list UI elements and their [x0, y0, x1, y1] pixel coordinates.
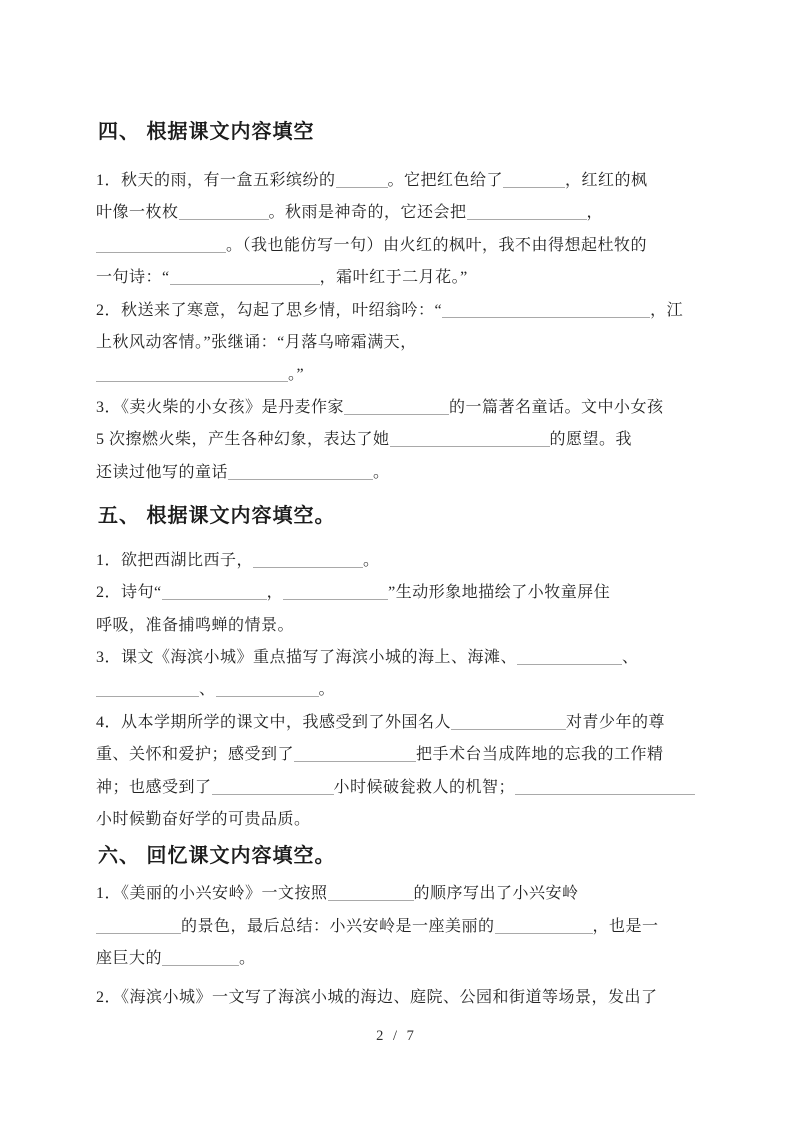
answer-blank	[336, 172, 388, 188]
answer-blank	[517, 649, 622, 665]
text-segment: 1．《美丽的小兴安岭》一文按照	[96, 885, 328, 903]
text-segment: 2．诗句“	[96, 584, 162, 602]
text-line	[96, 262, 697, 294]
question-item	[96, 982, 697, 1014]
text-segment: 。	[363, 551, 380, 569]
text-line	[96, 165, 697, 197]
worksheet-section	[96, 504, 697, 837]
text-line	[96, 359, 697, 391]
text-line	[96, 674, 697, 706]
text-segment: ，	[586, 204, 604, 222]
answer-blank	[344, 399, 449, 415]
question-item	[96, 878, 697, 975]
text-line	[96, 911, 697, 943]
text-segment: 呼吸，准备捕鸣蝉的情景。	[96, 616, 295, 634]
answer-blank	[96, 237, 226, 253]
answer-blank	[212, 779, 334, 795]
text-segment: 3．《卖火柴的小女孩》是丹麦作家	[96, 398, 345, 416]
text-segment: 神；也感受到了	[96, 778, 212, 796]
answer-blank	[328, 885, 414, 901]
text-segment: ，江	[650, 301, 684, 319]
section-heading: 六、 回忆课文内容填空。	[98, 845, 336, 868]
answer-blank	[503, 172, 565, 188]
answer-blank	[96, 918, 181, 934]
answer-blank	[442, 302, 650, 318]
text-segment: 的景色，最后总结：小兴安岭是一座美丽的	[181, 917, 495, 935]
text-segment: 。	[239, 950, 256, 968]
text-segment: 。（我也能仿写一句）由火红的枫叶，我不由得想起杜牧的	[226, 236, 648, 254]
answer-blank	[283, 584, 388, 600]
text-segment: 3．课文《海滨小城》重点描写了海滨小城的海上、海滩、	[96, 649, 518, 667]
section-heading: 四、 根据课文内容填空	[98, 121, 315, 143]
worksheet-section	[96, 844, 697, 1014]
question-item	[96, 642, 697, 707]
text-segment: 1．欲把西湖比西子，	[96, 551, 254, 569]
text-segment: 对青少年的尊	[566, 713, 666, 731]
text-segment: 2．秋送来了寒意，勾起了思乡情，叶绍翁吟：“	[96, 301, 443, 319]
answer-blank	[228, 464, 373, 480]
question-item	[96, 707, 697, 837]
text-line	[96, 982, 697, 1014]
answer-blank	[294, 746, 416, 762]
text-segment: ，霜叶红于二月花。”	[319, 269, 468, 287]
text-line	[96, 545, 697, 577]
text-line	[96, 642, 697, 674]
question-item	[96, 545, 697, 577]
text-segment: 座巨大的	[96, 950, 163, 968]
answer-blank	[162, 584, 267, 600]
text-segment: 重、关怀和爱护；感受到了	[96, 746, 295, 764]
text-segment: 。	[318, 681, 336, 699]
text-segment: 。秋雨是神奇的，它还会把	[268, 204, 467, 222]
question-item	[96, 392, 697, 489]
text-segment: 的顺序写出了小兴安岭	[413, 885, 579, 903]
text-line	[96, 424, 697, 456]
worksheet-section	[96, 120, 697, 489]
text-segment: 的一篇著名童话。文中小女孩	[449, 398, 664, 416]
answer-blank	[390, 431, 550, 447]
text-segment: 还读过他写的童话	[96, 463, 229, 481]
text-line	[96, 943, 697, 975]
text-line	[96, 392, 697, 424]
text-line	[96, 772, 697, 804]
text-segment: 的愿望。我	[549, 431, 633, 449]
text-line	[96, 739, 697, 771]
worksheet-body	[96, 120, 697, 1014]
answer-blank	[515, 779, 695, 795]
answer-blank	[96, 681, 199, 697]
text-line	[96, 230, 697, 262]
answer-blank	[216, 681, 319, 697]
text-segment: 、	[622, 649, 639, 667]
text-line	[96, 197, 697, 229]
text-segment: 2．《海滨小城》一文写了海滨小城的海边、庭院、公园和街道等场景，发出了	[96, 988, 658, 1006]
answer-blank	[451, 714, 566, 730]
text-segment: 4．从本学期所学的课文中，我感受到了外国名人	[96, 713, 452, 731]
answer-blank	[179, 204, 269, 220]
text-segment: 、	[199, 681, 216, 699]
answer-blank	[96, 366, 288, 382]
text-line	[96, 457, 697, 489]
text-segment: 。它把红色给了	[387, 172, 504, 189]
text-segment: 小时候破瓮救人的机智；	[333, 778, 516, 796]
text-segment: 5 次擦燃火柴，产生各种幻象，表达了她	[96, 431, 390, 449]
answer-blank	[467, 204, 587, 220]
text-segment: ，	[266, 584, 284, 602]
text-line	[96, 878, 697, 910]
text-segment: 把手术台当成阵地的忘我的工作精	[416, 746, 664, 764]
text-line	[96, 610, 697, 642]
text-line	[96, 577, 697, 609]
text-segment: 一句诗：“	[96, 269, 170, 287]
text-line	[96, 804, 697, 836]
question-item	[96, 577, 697, 642]
text-segment: ，也是一	[592, 917, 659, 935]
text-segment: 小时候勤奋好学的可贵品质。	[96, 811, 311, 829]
answer-blank	[162, 950, 239, 966]
text-segment: ”生动形象地描绘了小牧童屏住	[388, 584, 611, 602]
text-line	[96, 327, 697, 359]
text-segment: 。	[373, 463, 390, 481]
section-heading: 五、 根据课文内容填空。	[98, 504, 336, 527]
text-segment: 叶像一枚枚	[96, 204, 179, 222]
text-segment: ，红红的枫	[565, 172, 648, 189]
answer-blank	[170, 269, 320, 285]
text-segment: 上秋风动客情。”张继诵：“月落乌啼霜满天，	[96, 333, 417, 351]
question-item	[96, 295, 697, 392]
text-segment: 1．秋天的雨，有一盒五彩缤纷的	[96, 172, 336, 189]
text-segment: 。”	[288, 366, 305, 384]
page-indicator: 2 / 7	[376, 1028, 417, 1044]
text-line	[96, 707, 697, 739]
text-line	[96, 295, 697, 327]
page-footer	[0, 1028, 793, 1045]
answer-blank	[253, 552, 363, 568]
question-item	[96, 165, 697, 295]
answer-blank	[495, 918, 593, 934]
